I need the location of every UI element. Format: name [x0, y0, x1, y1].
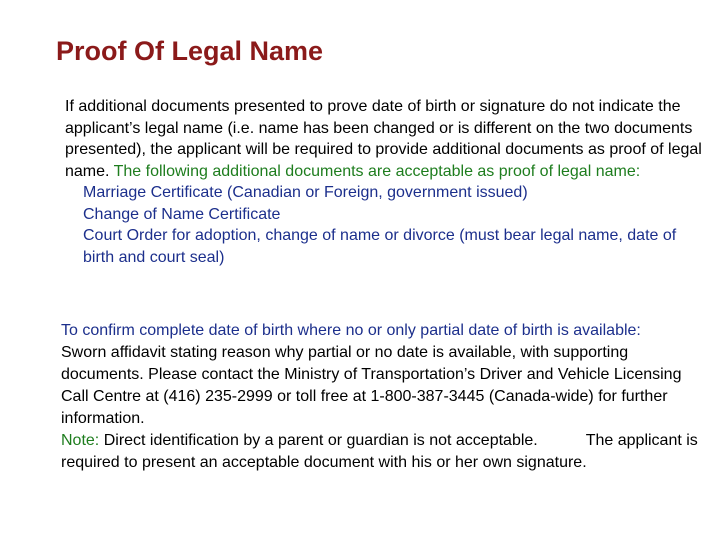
note-text-continued: The applicant is required to present an acceptable document with his or her own signature.: [61, 432, 698, 471]
legal-name-section: [65, 96, 705, 268]
affidavit-text: Sworn affidavit stating reason why partial or no date is available, with supporting documents. Please contact the Ministry of Transportation’s Driver and Vehicle Licensing Call Centre at (416) 235-2999 or toll free at 1-800-387-3445 (Canada-wide) for further information.: [61, 344, 682, 427]
legal-name-lead: The following additional documents are acceptable as proof of legal name:: [113, 162, 641, 180]
note-paragraph: [61, 430, 711, 474]
page-title: Proof Of Legal Name: [56, 36, 324, 66]
document-item-court-order: Court Order for adoption, change of name or divorce (must bear legal name, date of birth and court seal): [83, 227, 677, 266]
document-item-name-change: Change of Name Certificate: [83, 205, 281, 223]
legal-name-intro: If additional documents presented to prove date of birth or signature do not indicate the applicant’s legal name (i.e. name has been changed or is different on the two documents presented), the applicant will be required to provide additional documents as proof of legal name.: [65, 98, 702, 180]
date-of-birth-lead: To confirm complete date of birth where no or only partial date of birth is available:: [61, 322, 641, 339]
document-item-marriage: Marriage Certificate (Canadian or Foreign, government issued): [83, 184, 528, 201]
note-label: Note:: [61, 432, 100, 449]
note-text: Direct identification by a parent or guardian is not acceptable.: [103, 432, 538, 449]
date-of-birth-section: [61, 320, 711, 474]
